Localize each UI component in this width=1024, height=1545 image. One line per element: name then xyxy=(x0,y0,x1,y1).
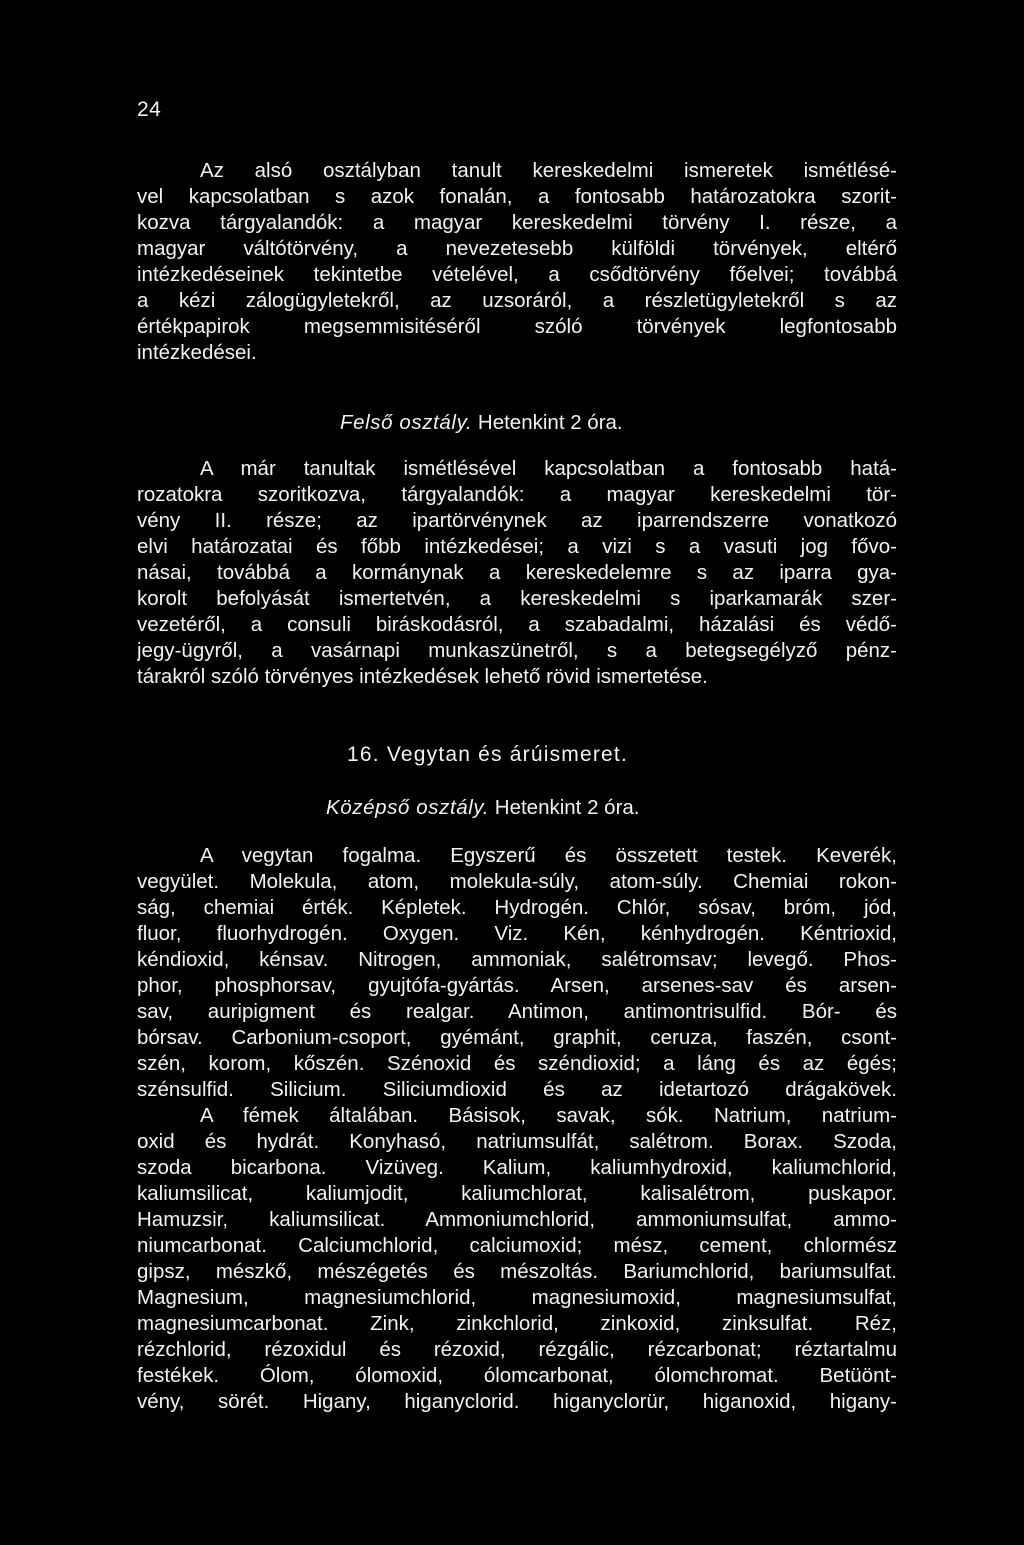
text-line: vény, sörét. Higany, higanyclorid. higanyclorür, higanoxid, higany- xyxy=(137,1390,897,1413)
text-line: bórsav. Carbonium-csoport, gyémánt, graphit, ceruza, faszén, csont- xyxy=(137,1026,897,1049)
text-line: kaliumsilicat, kaliumjodit, kaliumchlorat, kalisalétrom, puskapor. xyxy=(137,1182,897,1205)
class-heading-felso xyxy=(340,410,623,436)
text-line: A már tanultak ismétlésével kapcsolatban a fontosabb hatá- xyxy=(200,457,897,480)
text-line: Az alsó osztályban tanult kereskedelmi ismeretek ismétlésé- xyxy=(200,159,897,182)
class-hours: Hetenkint 2 óra. xyxy=(477,411,623,434)
text-line: A fémek általában. Básisok, savak, sók. Natrium, natrium- xyxy=(200,1104,897,1127)
class-heading-kozepso xyxy=(326,795,640,821)
text-line: násai, továbbá a kormánynak a kereskedelemre s az iparra gya- xyxy=(137,561,897,584)
text-line: szoda bicarbona. Vizüveg. Kalium, kaliumhydroxid, kaliumchlorid, xyxy=(137,1156,897,1179)
class-label: Felső osztály. xyxy=(340,411,473,434)
page-number: 24 xyxy=(137,98,162,121)
text-line: a kézi zálogügyletekről, az uzsoráról, a részletügyletekről s az xyxy=(137,289,897,312)
text-line: phor, phosphorsav, gyujtófa-gyártás. Arsen, arsenes-sav és arsen- xyxy=(137,974,897,997)
text-line: intézkedései. xyxy=(137,341,257,364)
text-line: festékek. Ólom, ólomoxid, ólomcarbonat, ólomchromat. Betüönt- xyxy=(137,1364,897,1387)
text-line: Magnesium, magnesiumchlorid, magnesiumoxid, magnesiumsulfat, xyxy=(137,1286,897,1309)
text-line: oxid és hydrát. Konyhasó, natriumsulfát, salétrom. Borax. Szoda, xyxy=(137,1130,897,1153)
paragraph-alsó-osztaly xyxy=(137,158,897,366)
paragraph-vegytan xyxy=(137,843,897,1415)
text-line: fluor, fluorhydrogén. Oxygen. Viz. Kén, kénhydrogén. Kéntrioxid, xyxy=(137,922,897,945)
paragraph-felso-osztaly xyxy=(137,456,897,690)
class-hours: Hetenkint 2 óra. xyxy=(494,796,640,819)
text-line: korolt befolyását ismertetvén, a kereskedelmi s iparkamarák szer- xyxy=(137,587,897,610)
text-line: vezetéről, a consuli biráskodásról, a szabadalmi, házalási és védő- xyxy=(137,613,897,636)
text-line: tárakról szóló törvényes intézkedések lehető rövid ismertetése. xyxy=(137,665,708,688)
class-label: Középső osztály. xyxy=(326,796,490,819)
text-line: kozva tárgyalandók: a magyar kereskedelmi törvény I. része, a xyxy=(137,211,897,234)
text-line: ság, chemiai érték. Képletek. Hydrogén. Chlór, sósav, bróm, jód, xyxy=(137,896,897,919)
text-line: szénsulfid. Silicium. Siliciumdioxid és az idetartozó drágakövek. xyxy=(137,1078,897,1101)
text-line: vegyület. Molekula, atom, molekula-súly, atom-súly. Chemiai rokon- xyxy=(137,870,897,893)
text-line: niumcarbonat. Calciumchlorid, calciumoxid; mész, cement, chlormész xyxy=(137,1234,897,1257)
text-line: sav, auripigment és realgar. Antimon, antimontrisulfid. Bór- és xyxy=(137,1000,897,1023)
text-line: értékpapirok megsemmisitéséről szóló törvények legfontosabb xyxy=(137,315,897,338)
text-line: vény II. része; az ipartörvénynek az iparrendszerre vonatkozó xyxy=(137,509,897,532)
text-line: Hamuzsir, kaliumsilicat. Ammoniumchlorid, ammoniumsulfat, ammo- xyxy=(137,1208,897,1231)
section-title: 16. Vegytan és árúismeret. xyxy=(347,743,629,766)
text-line: A vegytan fogalma. Egyszerű és összetett testek. Keverék, xyxy=(200,844,897,867)
text-line: jegy-ügyről, a vasárnapi munkaszünetről, s a betegsegélyző pénz- xyxy=(137,639,897,662)
text-line: vel kapcsolatban s azok fonalán, a fontosabb határozatokra szorit- xyxy=(137,185,897,208)
text-line: gipsz, mészkő, mészégetés és mészoltás. Bariumchlorid, bariumsulfat. xyxy=(137,1260,897,1283)
text-line: magnesiumcarbonat. Zink, zinkchlorid, zinkoxid, zinksulfat. Réz, xyxy=(137,1312,897,1335)
text-line: rozatokra szoritkozva, tárgyalandók: a magyar kereskedelmi tör- xyxy=(137,483,897,506)
text-line: szén, korom, kőszén. Szénoxid és széndioxid; a láng és az égés; xyxy=(137,1052,897,1075)
text-line: rézchlorid, rézoxidul és rézoxid, rézgálic, rézcarbonat; réztartalmu xyxy=(137,1338,897,1361)
text-line: kéndioxid, kénsav. Nitrogen, ammoniak, salétromsav; levegő. Phos- xyxy=(137,948,897,971)
text-line: magyar váltótörvény, a nevezetesebb külföldi törvények, eltérő xyxy=(137,237,897,260)
text-line: elvi határozatai és főbb intézkedései; a vizi s a vasuti jog fővo- xyxy=(137,535,897,558)
text-line: intézkedéseinek tekintetbe vételével, a csődtörvény főelvei; továbbá xyxy=(137,263,897,286)
